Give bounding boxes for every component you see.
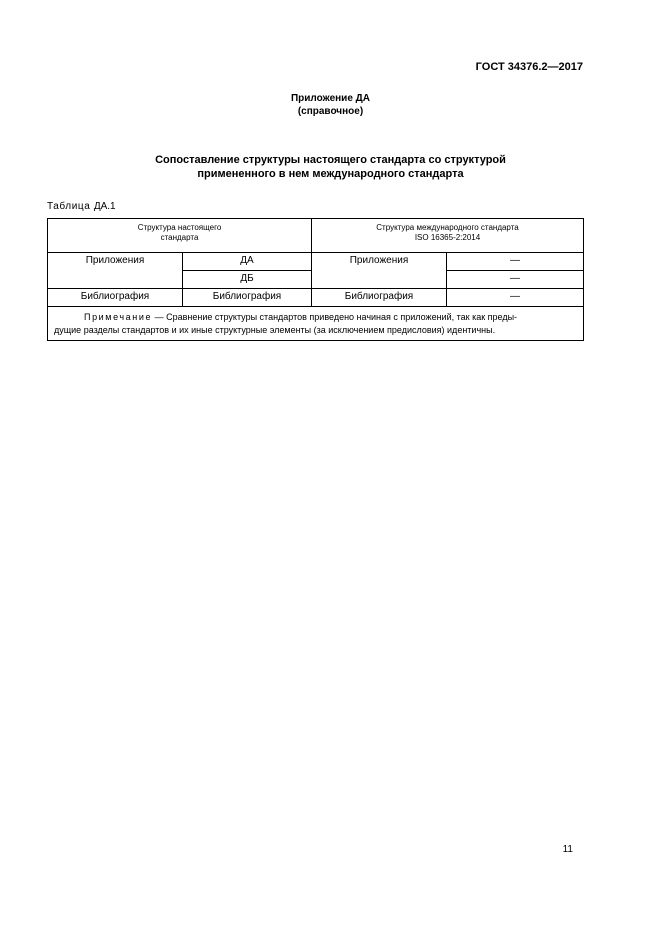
header-international-standard-line-2: ISO 16365-2:2014 [414, 233, 481, 242]
table-caption [47, 201, 116, 212]
header-international-standard [312, 219, 584, 253]
section-title-line-1: Сопоставление структуры настоящего стандарта со структурой [155, 154, 506, 166]
table-cell: Приложения [48, 253, 183, 289]
section-title-line-2: примененного в нем международного стандарта [197, 168, 464, 180]
table-row [48, 253, 584, 271]
table-note [48, 307, 584, 341]
document-code: ГОСТ 34376.2—2017 [475, 61, 583, 73]
section-title [0, 153, 661, 181]
page-number: 11 [562, 844, 573, 855]
table-row [48, 289, 584, 307]
header-current-standard-line-1: Структура настоящего [137, 223, 222, 232]
header-international-standard-line-1: Структура международного стандарта [376, 223, 519, 232]
table-cell: ДБ [183, 271, 312, 289]
table-cell: Приложения [312, 253, 447, 289]
header-current-standard [48, 219, 312, 253]
table-cell: — [447, 271, 584, 289]
table-caption-number: ДА.1 [93, 201, 116, 212]
table-cell: Библиография [48, 289, 183, 307]
table-cell: — [447, 253, 584, 271]
note-label: Примечание [84, 312, 153, 322]
table-cell: ДА [183, 253, 312, 271]
table-cell: Библиография [312, 289, 447, 307]
annex-subtitle: (справочное) [297, 106, 364, 117]
table-note-row [48, 307, 584, 341]
header-current-standard-line-2: стандарта [160, 233, 199, 242]
note-dash: — [154, 312, 164, 322]
table-note-line-1 [54, 311, 577, 324]
table-caption-word: Таблица [47, 201, 91, 212]
table-cell: — [447, 289, 584, 307]
table-header-row [48, 219, 584, 253]
note-text-line-1: Сравнение структуры стандартов приведено начиная с приложений, так как преды- [166, 312, 518, 322]
annex-heading [0, 92, 661, 118]
table-cell: Библиография [183, 289, 312, 307]
annex-title: Приложение ДА [290, 93, 371, 104]
structure-comparison-table [47, 218, 584, 341]
note-text-line-2: дущие разделы стандартов и их иные структурные элементы (за исключением предисловия) идентичны. [54, 325, 496, 335]
